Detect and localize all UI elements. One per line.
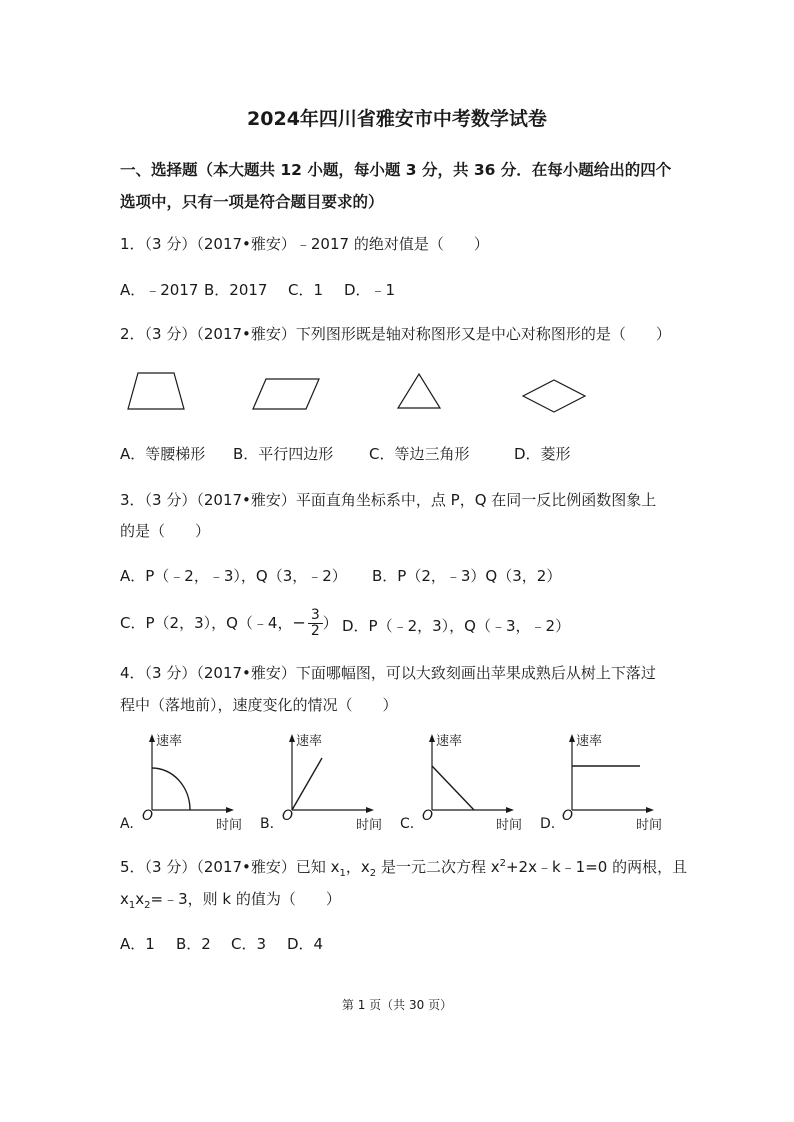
graph-option-label: A. [120,816,134,832]
graph-option-label: C. [400,816,415,832]
q5-option-b: B．2 [176,935,211,953]
origin-label: O [562,808,574,824]
equilateral-triangle-shape [398,374,440,408]
y-axis-label: 速率 [296,734,323,749]
origin-label: O [282,808,294,824]
q4-graph-a [118,728,258,836]
q4-graph-b [258,728,398,836]
q3-option-c [120,605,338,641]
parallelogram-shape [253,379,319,409]
q5-text-b: ，x [345,858,370,876]
q5-line2-c: =﹣3，则 k 的值为（ ） [150,890,341,908]
q1-option-d: D．﹣1 [344,281,396,299]
y-axis-label: 速率 [156,734,183,749]
y-axis-label: 速率 [436,734,463,749]
q3-option-c-suffix: ） [322,614,338,632]
origin-label: O [142,808,154,824]
q4-graph-d [538,728,678,836]
q5-option-d: D．4 [287,935,324,953]
x-axis-label: 时间 [216,818,243,833]
q5-text-d: +2x﹣k﹣1=0 的两根，且 [505,858,688,876]
x-axis-label: 时间 [496,818,523,833]
q1-option-c: C．1 [288,281,324,299]
q2-option-a: A．等腰梯形 [120,445,206,463]
q2-shapes-figure [110,360,590,420]
graph-option-label: B. [260,816,275,832]
velocity-line [292,758,322,810]
fraction-numerator: 3 [308,608,323,624]
q2-option-b: B．平行四边形 [233,445,334,463]
q4-stem-line2: 程中（落地前），速度变化的情况（ ） [120,696,398,714]
q3-stem-line1: 3．（3 分）（2017•雅安）平面直角坐标系中，点 P，Q 在同一反比例函数图象上 [120,491,657,509]
q1-stem: 1．（3 分）（2017•雅安）﹣2017 的绝对值是（ ） [120,235,489,253]
origin-label: O [422,808,434,824]
fraction-denominator: 2 [310,623,320,639]
q4-stem-line1: 4．（3 分）（2017•雅安）下面哪幅图，可以大致刻画出苹果成熟后从树上下落过 [120,664,656,682]
y-axis-label: 速率 [576,734,603,749]
q1-option-a: A．﹣2017 [120,281,199,299]
subscript: 2 [369,868,377,879]
subscript: 1 [128,900,136,911]
q5-text-a: 5．（3 分）（2017•雅安）已知 x [120,858,340,876]
q5-line2-b: x [135,890,145,908]
graph-option-label: D. [540,816,556,832]
q3-option-d: D．P（﹣2，3），Q（﹣3，﹣2） [342,617,571,635]
q5-option-c: C．3 [231,935,267,953]
superscript: 2 [499,858,506,869]
x-axis-label: 时间 [356,818,383,833]
q5-option-a: A．1 [120,935,155,953]
q5-stem-line1 [120,856,687,879]
velocity-curve [152,768,190,810]
q5-stem-line2 [120,888,341,911]
q5-text-c: 是一元二次方程 x [376,858,500,876]
subscript: 1 [339,868,346,879]
q1-option-b: B．2017 [204,281,268,299]
q3-option-a: A．P（﹣2，﹣3），Q（3，﹣2） [120,567,347,585]
q2-stem: 2．（3 分）（2017•雅安）下列图形既是轴对称图形又是中心对称图形的是（ ） [120,325,671,343]
subscript: 2 [144,900,151,911]
q3-option-c-minus: − [292,613,306,632]
section-heading-line1: 一、选择题（本大题共 12 小题，每小题 3 分，共 36 分．在每小题给出的四个 [120,161,672,179]
q3-stem-line2: 的是（ ） [120,522,211,540]
q2-option-d: D．菱形 [514,445,571,463]
fraction-three-halves [308,608,323,639]
page-title: 2024年四川省雅安市中考数学试卷 [247,108,547,130]
q5-line2-a: x [120,890,129,908]
q2-option-c: C．等边三角形 [369,445,470,463]
q3-option-b: B．P（2，﹣3）Q（3，2） [372,567,562,585]
section-heading-line2: 选项中，只有一项是符合题目要求的） [120,193,384,211]
q3-option-c-prefix: C．P（2，3），Q（﹣4， [120,614,293,632]
isosceles-trapezoid-shape [128,373,184,409]
velocity-line [432,766,474,810]
page-footer: 第 1 页（共 30 页） [341,998,453,1012]
rhombus-shape [523,380,585,412]
x-axis-label: 时间 [636,818,663,833]
q4-graph-c [398,728,538,836]
